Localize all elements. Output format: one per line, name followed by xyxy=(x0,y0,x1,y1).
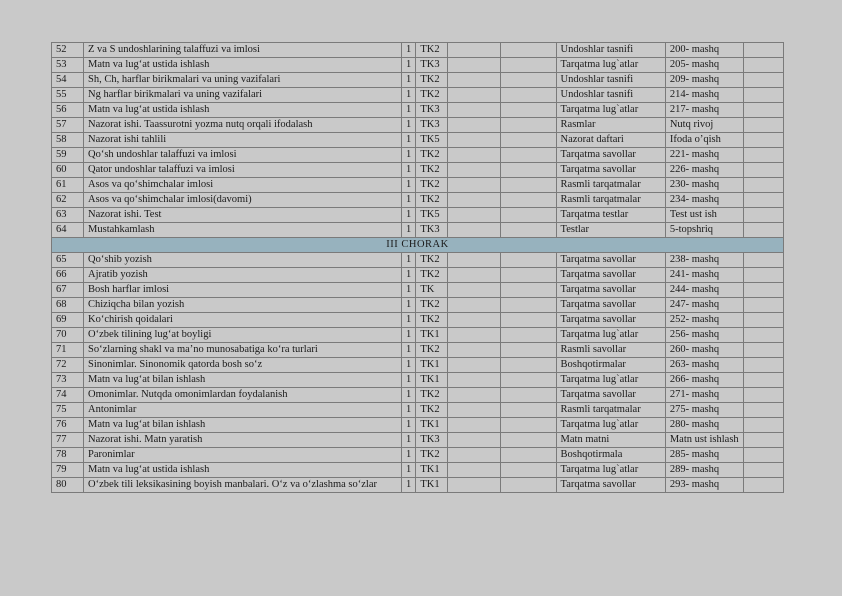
empty-cell xyxy=(448,448,501,463)
lesson-resource: Undoshlar tasnifi xyxy=(556,88,665,103)
lesson-number: 61 xyxy=(52,178,84,193)
table-row xyxy=(52,433,784,448)
lesson-type: TK3 xyxy=(416,58,448,73)
lesson-topic: Nazorat ishi. Matn yaratish xyxy=(84,433,402,448)
lesson-homework: Ifoda o’qish xyxy=(665,133,743,148)
empty-cell xyxy=(744,133,784,148)
lesson-hours: 1 xyxy=(401,373,415,388)
lesson-topic: Qo‘sh undoshlar talaffuzi va imlosi xyxy=(84,148,402,163)
lesson-number: 54 xyxy=(52,73,84,88)
lesson-type: TK2 xyxy=(416,313,448,328)
lesson-resource: Tarqatma lug`atlar xyxy=(556,418,665,433)
empty-cell xyxy=(744,88,784,103)
lesson-topic: Nazorat ishi. Taassurotni yozma nutq orqali ifodalash xyxy=(84,118,402,133)
lesson-type: TK2 xyxy=(416,403,448,418)
lesson-resource: Tarqatma savollar xyxy=(556,268,665,283)
empty-cell xyxy=(744,103,784,118)
table-row xyxy=(52,43,784,58)
lesson-homework: 285- mashq xyxy=(665,448,743,463)
empty-cell xyxy=(448,433,501,448)
empty-cell xyxy=(448,463,501,478)
lesson-hours: 1 xyxy=(401,253,415,268)
empty-cell xyxy=(501,178,556,193)
lesson-topic: Ajratib yozish xyxy=(84,268,402,283)
lesson-homework: 263- mashq xyxy=(665,358,743,373)
lesson-topic: Matn va lug‘at bilan ishlash xyxy=(84,373,402,388)
empty-cell xyxy=(448,268,501,283)
lesson-resource: Matn matni xyxy=(556,433,665,448)
lesson-resource: Undoshlar tasnifi xyxy=(556,73,665,88)
empty-cell xyxy=(744,253,784,268)
lesson-number: 70 xyxy=(52,328,84,343)
empty-cell xyxy=(744,403,784,418)
lesson-homework: Matn ust ishlash xyxy=(665,433,743,448)
lesson-homework: 234- mashq xyxy=(665,193,743,208)
lesson-type: TK2 xyxy=(416,148,448,163)
table-row xyxy=(52,283,784,298)
lesson-hours: 1 xyxy=(401,283,415,298)
lesson-number: 78 xyxy=(52,448,84,463)
lesson-number: 63 xyxy=(52,208,84,223)
lesson-hours: 1 xyxy=(401,43,415,58)
lesson-resource: Tarqatma savollar xyxy=(556,253,665,268)
empty-cell xyxy=(744,193,784,208)
empty-cell xyxy=(448,253,501,268)
lesson-hours: 1 xyxy=(401,148,415,163)
lesson-homework: 238- mashq xyxy=(665,253,743,268)
lesson-type: TK1 xyxy=(416,418,448,433)
table-row xyxy=(52,253,784,268)
lesson-type: TK2 xyxy=(416,43,448,58)
lesson-number: 74 xyxy=(52,388,84,403)
lesson-topic: Sh, Ch, harflar birikmalari va uning vazifalari xyxy=(84,73,402,88)
empty-cell xyxy=(501,298,556,313)
empty-cell xyxy=(744,223,784,238)
lesson-number: 66 xyxy=(52,268,84,283)
empty-cell xyxy=(744,148,784,163)
lesson-hours: 1 xyxy=(401,298,415,313)
lesson-resource: Tarqatma lug`atlar xyxy=(556,373,665,388)
empty-cell xyxy=(448,73,501,88)
lesson-resource: Tarqatma savollar xyxy=(556,388,665,403)
empty-cell xyxy=(448,58,501,73)
empty-cell xyxy=(501,478,556,493)
lesson-type: TK2 xyxy=(416,163,448,178)
rows-before-section xyxy=(52,43,784,238)
lesson-topic: Bosh harflar imlosi xyxy=(84,283,402,298)
lesson-type: TK1 xyxy=(416,463,448,478)
lesson-topic: Mustahkamlash xyxy=(84,223,402,238)
lesson-homework: 200- mashq xyxy=(665,43,743,58)
lesson-hours: 1 xyxy=(401,418,415,433)
lesson-type: TK3 xyxy=(416,118,448,133)
lesson-hours: 1 xyxy=(401,463,415,478)
lesson-number: 79 xyxy=(52,463,84,478)
lesson-type: TK2 xyxy=(416,73,448,88)
lesson-topic: Qator undoshlar talaffuzi va imlosi xyxy=(84,163,402,178)
lesson-type: TK5 xyxy=(416,133,448,148)
lesson-number: 76 xyxy=(52,418,84,433)
lesson-hours: 1 xyxy=(401,208,415,223)
empty-cell xyxy=(448,193,501,208)
lesson-hours: 1 xyxy=(401,448,415,463)
lesson-type: TK xyxy=(416,283,448,298)
lesson-homework: 241- mashq xyxy=(665,268,743,283)
lesson-type: TK1 xyxy=(416,358,448,373)
lesson-topic: Paronimlar xyxy=(84,448,402,463)
lesson-homework: 247- mashq xyxy=(665,298,743,313)
lesson-number: 59 xyxy=(52,148,84,163)
lesson-resource: Boshqotirmalar xyxy=(556,358,665,373)
table-row xyxy=(52,328,784,343)
lesson-homework: 230- mashq xyxy=(665,178,743,193)
empty-cell xyxy=(501,88,556,103)
lesson-type: TK1 xyxy=(416,373,448,388)
empty-cell xyxy=(448,223,501,238)
empty-cell xyxy=(501,358,556,373)
lesson-hours: 1 xyxy=(401,103,415,118)
table-row xyxy=(52,298,784,313)
empty-cell xyxy=(501,223,556,238)
lesson-resource: Rasmlar xyxy=(556,118,665,133)
empty-cell xyxy=(744,313,784,328)
empty-cell xyxy=(501,268,556,283)
table-row xyxy=(52,133,784,148)
lesson-resource: Tarqatma savollar xyxy=(556,163,665,178)
empty-cell xyxy=(501,373,556,388)
lesson-number: 62 xyxy=(52,193,84,208)
lesson-topic: Nazorat ishi. Test xyxy=(84,208,402,223)
empty-cell xyxy=(448,148,501,163)
lesson-hours: 1 xyxy=(401,403,415,418)
lesson-number: 68 xyxy=(52,298,84,313)
lesson-topic: Ng harflar birikmalari va uning vazifalari xyxy=(84,88,402,103)
lesson-homework: 217- mashq xyxy=(665,103,743,118)
lesson-resource: Testlar xyxy=(556,223,665,238)
table-row xyxy=(52,373,784,388)
table-row xyxy=(52,208,784,223)
lesson-topic: Asos va qo‘shimchalar imlosi xyxy=(84,178,402,193)
lesson-number: 60 xyxy=(52,163,84,178)
lesson-number: 53 xyxy=(52,58,84,73)
empty-cell xyxy=(448,103,501,118)
empty-cell xyxy=(744,358,784,373)
lesson-resource: Tarqatma savollar xyxy=(556,148,665,163)
empty-cell xyxy=(448,343,501,358)
lesson-number: 80 xyxy=(52,478,84,493)
empty-cell xyxy=(448,163,501,178)
table-row xyxy=(52,193,784,208)
lesson-resource: Rasmli savollar xyxy=(556,343,665,358)
lesson-number: 58 xyxy=(52,133,84,148)
lesson-resource: Tarqatma savollar xyxy=(556,283,665,298)
empty-cell xyxy=(744,328,784,343)
table-row xyxy=(52,343,784,358)
lesson-homework: 271- mashq xyxy=(665,388,743,403)
empty-cell xyxy=(501,343,556,358)
lesson-type: TK2 xyxy=(416,88,448,103)
empty-cell xyxy=(744,478,784,493)
lesson-number: 69 xyxy=(52,313,84,328)
empty-cell xyxy=(501,313,556,328)
lesson-hours: 1 xyxy=(401,193,415,208)
empty-cell xyxy=(448,313,501,328)
lesson-number: 52 xyxy=(52,43,84,58)
table-row xyxy=(52,223,784,238)
table-row xyxy=(52,448,784,463)
empty-cell xyxy=(744,463,784,478)
empty-cell xyxy=(501,73,556,88)
lesson-resource: Tarqatma lug`atlar xyxy=(556,103,665,118)
lesson-homework: 289- mashq xyxy=(665,463,743,478)
table-row xyxy=(52,358,784,373)
empty-cell xyxy=(744,388,784,403)
lesson-type: TK2 xyxy=(416,298,448,313)
lesson-number: 56 xyxy=(52,103,84,118)
empty-cell xyxy=(448,43,501,58)
lesson-type: TK2 xyxy=(416,388,448,403)
lesson-hours: 1 xyxy=(401,388,415,403)
empty-cell xyxy=(501,58,556,73)
lesson-topic: Z va S undoshlarining talaffuzi va imlosi xyxy=(84,43,402,58)
empty-cell xyxy=(448,403,501,418)
lesson-resource: Rasmli tarqatmalar xyxy=(556,403,665,418)
lesson-type: TK3 xyxy=(416,223,448,238)
lesson-hours: 1 xyxy=(401,133,415,148)
empty-cell xyxy=(501,388,556,403)
lesson-hours: 1 xyxy=(401,88,415,103)
table-row xyxy=(52,103,784,118)
lesson-homework: 275- mashq xyxy=(665,403,743,418)
empty-cell xyxy=(501,163,556,178)
lesson-resource: Rasmli tarqatmalar xyxy=(556,178,665,193)
empty-cell xyxy=(744,73,784,88)
lesson-hours: 1 xyxy=(401,313,415,328)
empty-cell xyxy=(501,418,556,433)
lesson-type: TK2 xyxy=(416,343,448,358)
lesson-type: TK2 xyxy=(416,253,448,268)
lesson-resource: Tarqatma lug`atlar xyxy=(556,328,665,343)
lesson-hours: 1 xyxy=(401,433,415,448)
empty-cell xyxy=(501,463,556,478)
empty-cell xyxy=(744,43,784,58)
empty-cell xyxy=(448,388,501,403)
lesson-topic: Qo‘shib yozish xyxy=(84,253,402,268)
lesson-type: TK2 xyxy=(416,268,448,283)
lesson-topic: Nazorat ishi tahlili xyxy=(84,133,402,148)
lesson-homework: 214- mashq xyxy=(665,88,743,103)
lesson-hours: 1 xyxy=(401,268,415,283)
lesson-hours: 1 xyxy=(401,73,415,88)
table-row xyxy=(52,58,784,73)
table-row xyxy=(52,478,784,493)
empty-cell xyxy=(448,133,501,148)
table-row xyxy=(52,88,784,103)
table-row xyxy=(52,268,784,283)
empty-cell xyxy=(448,298,501,313)
lesson-type: TK2 xyxy=(416,178,448,193)
empty-cell xyxy=(448,208,501,223)
empty-cell xyxy=(501,208,556,223)
section-header xyxy=(52,238,784,253)
lesson-number: 71 xyxy=(52,343,84,358)
empty-cell xyxy=(448,118,501,133)
empty-cell xyxy=(501,43,556,58)
empty-cell xyxy=(501,448,556,463)
lesson-hours: 1 xyxy=(401,178,415,193)
lesson-homework: 205- mashq xyxy=(665,58,743,73)
lesson-number: 77 xyxy=(52,433,84,448)
lesson-number: 75 xyxy=(52,403,84,418)
section-title: III CHORAK xyxy=(52,238,784,253)
lesson-homework: Test ust ish xyxy=(665,208,743,223)
table-row xyxy=(52,178,784,193)
lesson-number: 72 xyxy=(52,358,84,373)
lesson-hours: 1 xyxy=(401,328,415,343)
lesson-homework: 221- mashq xyxy=(665,148,743,163)
lesson-type: TK2 xyxy=(416,448,448,463)
lesson-hours: 1 xyxy=(401,478,415,493)
lesson-resource: Tarqatma lug`atlar xyxy=(556,58,665,73)
lesson-hours: 1 xyxy=(401,223,415,238)
lesson-resource: Tarqatma lug`atlar xyxy=(556,463,665,478)
empty-cell xyxy=(744,448,784,463)
lesson-resource: Rasmli tarqatmalar xyxy=(556,193,665,208)
lesson-topic: O‘zbek tili leksikasining boyish manbalari. O‘z va o‘zlashma so‘zlar xyxy=(84,478,402,493)
table-row xyxy=(52,313,784,328)
empty-cell xyxy=(744,268,784,283)
lesson-resource: Tarqatma testlar xyxy=(556,208,665,223)
lesson-type: TK1 xyxy=(416,478,448,493)
empty-cell xyxy=(448,478,501,493)
lesson-hours: 1 xyxy=(401,358,415,373)
table-row xyxy=(52,118,784,133)
lesson-type: TK1 xyxy=(416,328,448,343)
lesson-topic: Omonimlar. Nutqda omonimlardan foydalanish xyxy=(84,388,402,403)
lesson-homework: 256- mashq xyxy=(665,328,743,343)
lesson-topic: Matn va lug‘at ustida ishlash xyxy=(84,463,402,478)
lesson-homework: 226- mashq xyxy=(665,163,743,178)
rows-after-section xyxy=(52,253,784,493)
lesson-homework: 266- mashq xyxy=(665,373,743,388)
empty-cell xyxy=(744,418,784,433)
lesson-number: 73 xyxy=(52,373,84,388)
lesson-topic: So‘zlarning shakl va ma’no munosabatiga ko‘ra turlari xyxy=(84,343,402,358)
empty-cell xyxy=(501,403,556,418)
table-row xyxy=(52,388,784,403)
empty-cell xyxy=(448,328,501,343)
lesson-topic: Matn va lug‘at bilan ishlash xyxy=(84,418,402,433)
empty-cell xyxy=(448,418,501,433)
lesson-hours: 1 xyxy=(401,118,415,133)
empty-cell xyxy=(744,118,784,133)
lesson-resource: Undoshlar tasnifi xyxy=(556,43,665,58)
table-row xyxy=(52,73,784,88)
lesson-homework: Nutq rivoj xyxy=(665,118,743,133)
empty-cell xyxy=(501,148,556,163)
empty-cell xyxy=(448,88,501,103)
empty-cell xyxy=(448,373,501,388)
empty-cell xyxy=(744,298,784,313)
lesson-number: 57 xyxy=(52,118,84,133)
lesson-topic: Matn va lug‘at ustida ishlash xyxy=(84,103,402,118)
empty-cell xyxy=(448,178,501,193)
lesson-number: 55 xyxy=(52,88,84,103)
empty-cell xyxy=(744,433,784,448)
lesson-type: TK5 xyxy=(416,208,448,223)
empty-cell xyxy=(448,283,501,298)
lesson-resource: Tarqatma savollar xyxy=(556,313,665,328)
lesson-topic: Matn va lug‘at ustida ishlash xyxy=(84,58,402,73)
empty-cell xyxy=(448,358,501,373)
empty-cell xyxy=(501,433,556,448)
empty-cell xyxy=(501,253,556,268)
empty-cell xyxy=(501,193,556,208)
lesson-resource: Nazorat daftari xyxy=(556,133,665,148)
table-row xyxy=(52,418,784,433)
lesson-homework: 252- mashq xyxy=(665,313,743,328)
table-row xyxy=(52,148,784,163)
lesson-number: 65 xyxy=(52,253,84,268)
lesson-homework: 260- mashq xyxy=(665,343,743,358)
empty-cell xyxy=(501,328,556,343)
lesson-topic: Asos va qo‘shimchalar imlosi(davomi) xyxy=(84,193,402,208)
empty-cell xyxy=(501,133,556,148)
lesson-resource: Boshqotirmala xyxy=(556,448,665,463)
lesson-number: 64 xyxy=(52,223,84,238)
lesson-topic: Chiziqcha bilan yozish xyxy=(84,298,402,313)
lesson-type: TK2 xyxy=(416,193,448,208)
table-row xyxy=(52,463,784,478)
lesson-type: TK3 xyxy=(416,433,448,448)
empty-cell xyxy=(501,118,556,133)
lesson-hours: 1 xyxy=(401,58,415,73)
lesson-topic: Antonimlar xyxy=(84,403,402,418)
lesson-resource: Tarqatma savollar xyxy=(556,298,665,313)
lesson-homework: 244- mashq xyxy=(665,283,743,298)
empty-cell xyxy=(744,283,784,298)
empty-cell xyxy=(744,178,784,193)
lesson-homework: 280- mashq xyxy=(665,418,743,433)
lesson-number: 67 xyxy=(52,283,84,298)
lesson-homework: 293- mashq xyxy=(665,478,743,493)
lesson-homework: 5-topshriq xyxy=(665,223,743,238)
empty-cell xyxy=(501,103,556,118)
empty-cell xyxy=(501,283,556,298)
lesson-topic: Ko‘chirish qoidalari xyxy=(84,313,402,328)
table-row xyxy=(52,163,784,178)
empty-cell xyxy=(744,373,784,388)
lesson-homework: 209- mashq xyxy=(665,73,743,88)
lesson-resource: Tarqatma savollar xyxy=(556,478,665,493)
empty-cell xyxy=(744,163,784,178)
lesson-hours: 1 xyxy=(401,163,415,178)
lesson-topic: Sinonimlar. Sinonomik qatorda bosh so‘z xyxy=(84,358,402,373)
lesson-plan-table xyxy=(51,42,784,493)
empty-cell xyxy=(744,343,784,358)
lesson-topic: O‘zbek tilining lug‘at boyligi xyxy=(84,328,402,343)
lesson-type: TK3 xyxy=(416,103,448,118)
table-row xyxy=(52,403,784,418)
empty-cell xyxy=(744,58,784,73)
empty-cell xyxy=(744,208,784,223)
lesson-hours: 1 xyxy=(401,343,415,358)
